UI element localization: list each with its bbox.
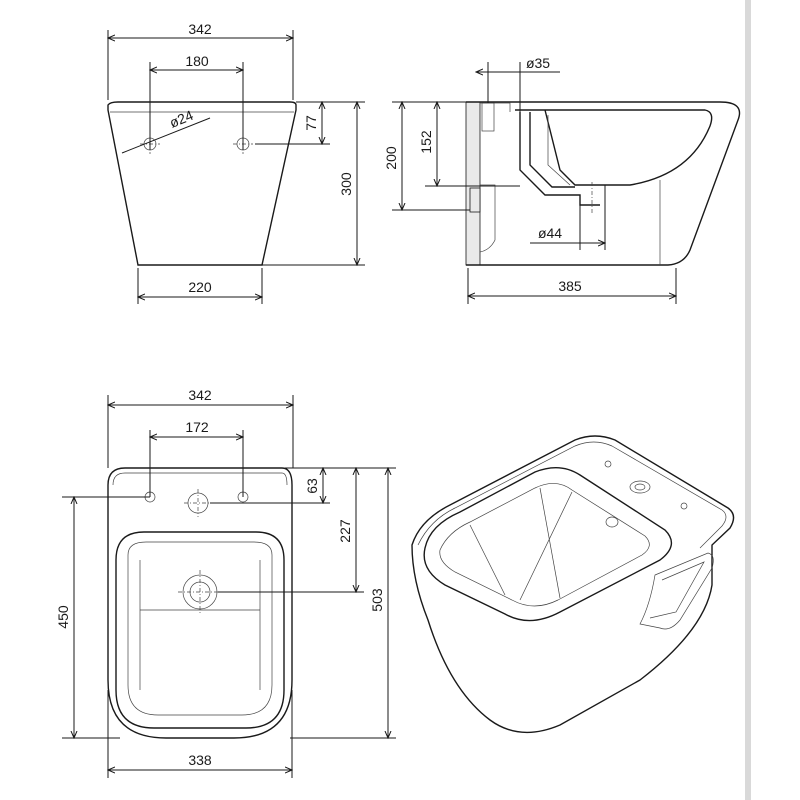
iso-bowl-shading (470, 488, 572, 600)
side-inlet (482, 103, 494, 131)
top-view (55, 387, 396, 778)
side-section-view (383, 55, 740, 304)
iso-outer-shell (412, 436, 734, 732)
front-width-bottom-label: 220 (188, 279, 212, 295)
iso-bowl-opening (424, 468, 671, 621)
front-hole-dia-leader (122, 118, 210, 153)
side-outlet-fitting (470, 188, 480, 212)
top-length-label: 503 (369, 588, 385, 612)
top-width-top-label: 342 (188, 387, 212, 403)
front-hole-spacing-label: 180 (185, 53, 209, 69)
side-outlet-dia-label: ø44 (537, 225, 563, 241)
iso-tap-hole-inner (635, 484, 645, 490)
front-hole-dia-label: ø24 (167, 106, 196, 131)
iso-bowl-inner (440, 483, 650, 606)
top-width-bottom-label: 338 (188, 752, 212, 768)
front-view (108, 21, 365, 304)
front-hole-height-label: 77 (303, 115, 319, 131)
side-outlet-height-label: 200 (383, 146, 399, 170)
side-inlet-dia-label: ø35 (525, 55, 551, 71)
side-body-outline (466, 102, 740, 265)
side-bracket (480, 185, 495, 252)
top-hole-spacing-label: 172 (185, 419, 209, 435)
iso-side-recess-inner (650, 562, 704, 618)
top-bowl-inner (128, 542, 272, 715)
top-inner-length-label: 450 (55, 605, 71, 629)
perspective-view (412, 436, 734, 732)
side-inlet-height-label: 152 (418, 130, 434, 154)
top-drain (178, 570, 222, 614)
side-depth-label: 385 (558, 278, 582, 294)
front-width-top-label: 342 (188, 21, 212, 37)
iso-right-hole (681, 503, 687, 509)
top-hole-offset-label: 63 (304, 478, 320, 494)
iso-left-hole (605, 461, 611, 467)
iso-rim (418, 442, 726, 548)
side-bowl-wall-line (548, 115, 570, 185)
page-edge-border (745, 0, 751, 800)
side-waste-pipe (520, 112, 600, 205)
side-bowl-inner (515, 110, 712, 185)
top-bowl-outline (116, 532, 284, 728)
iso-overflow-hole (606, 517, 618, 527)
side-waste-pipe-inner (530, 112, 575, 187)
side-inlet-line (480, 103, 510, 112)
side-wall (466, 102, 480, 265)
front-height-label: 300 (338, 172, 354, 196)
front-body-outline (108, 102, 296, 265)
top-rim-line (113, 473, 287, 485)
top-tap-hole (184, 489, 212, 517)
top-drain-offset-label: 227 (337, 519, 353, 543)
iso-tap-hole (630, 481, 650, 493)
